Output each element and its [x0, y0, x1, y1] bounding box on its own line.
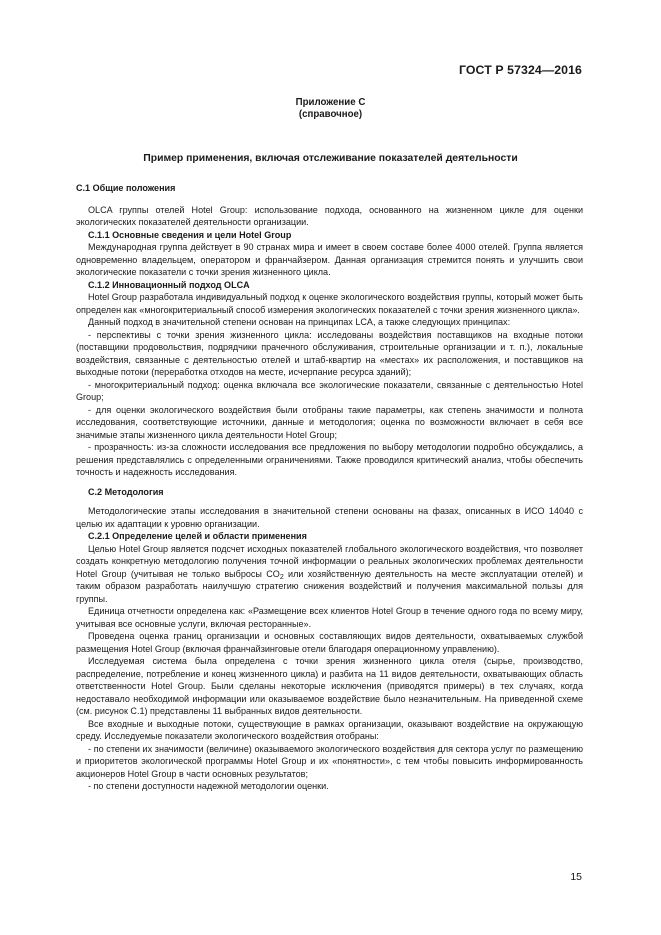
- list-item: - многокритериальный подход: оценка включала все экологические показатели, связанные с деятельностью Hotel Group;: [76, 379, 583, 402]
- text-run: или хозяйственную деятельность на месте эксплуатации отелей) и таким образом разработать наилучшую стратегию снижения воздействий и получения максимальной пользы для группы.: [76, 568, 583, 604]
- paragraph: Международная группа действует в 90 странах мира и имеет в своем составе более 4000 отелей. Группа является одновременно владельцем, оператором и франчайзером. Данная организация стремится понять и улучшить свои экологические показатели с точки зрения жизненного цикла.: [76, 242, 583, 277]
- document-body: [76, 182, 583, 793]
- paragraph: Данный подход в значительной степени основан на принципах LCA, а также следующих принципах:: [88, 317, 511, 327]
- annex-subtitle: (справочное): [298, 109, 363, 120]
- list-item: - прозрачность: из-за сложности исследования все предложения по выбору методологии подробно обсуждались, а решения представлялись с определенными ограничениями. Также проводился критический анализ, чтобы обеспечить точность и надежность исследования.: [76, 442, 583, 477]
- subsection-heading-c1-2: С.1.2 Инновационный подход OLCA: [88, 279, 250, 290]
- list-item: - для оценки экологического воздействия были отобраны такие параметры, как степень значимости и полнота исследования, соответствующие источники, данные и методология; оценка по возможности включает в себя все значимые этапы жизненного цикла деятельности Hotel Group;: [76, 404, 583, 440]
- paragraph: Проведена оценка границ организации и основных составляющих видов деятельности, охватываемых службой размещения Hotel Group (включая франчайзинговые отели благодаря операционному управлению).: [76, 631, 583, 654]
- subscript: 2: [279, 573, 284, 581]
- paragraph: Hotel Group разработала индивидуальный подход к оценке экологического воздействия группы, который может быть определен как «многокритериальный способ измерения экологических показателей с точки зрения жизненного цикла».: [76, 292, 583, 315]
- document-title: Пример применения, включая отслеживание показателей деятельности: [143, 153, 518, 164]
- paragraph: Методологические этапы исследования в значительной степени основаны на фазах, описанных в ИСО 14040 с целью их адаптации к уровню организации.: [76, 506, 583, 529]
- subsection-heading-c2-1: С.2.1 Определение целей и области применения: [88, 531, 307, 541]
- text-run: Целью Hotel Group является подсчет исходных показателей глобального экологического воздействия, что позволяет создать конкретную методологию получения точной информации о реальных экологических проблемах деятельности Hotel Group (учитывая не только выбросы CO: [76, 543, 583, 579]
- paragraph: Единица отчетности определена как: «Размещение всех клиентов Hotel Group в течение одного года по всему миру, учитывая все основные услуги, включая ресторанные».: [76, 606, 583, 629]
- paragraph: Исследуемая система была определена с точки зрения жизненного цикла отеля (сырье, производство, распределение, потребление и конец жизненного цикла) и разбита на 11 видов деятельности, охватывающих область ответственности Hotel Group. Были сделаны некоторые исключения (приводятся примеры) в тех случаях, когда недоставало необходимой информации или оказываемое воздействие было незначительным. На приведенной схеме (см. рисунок С.1) представлены 11 выбранных видов деятельности.: [76, 656, 583, 716]
- annex-title: Приложение С: [295, 97, 366, 108]
- paragraph: [76, 543, 583, 606]
- section-heading-c2: С.2 Методология: [88, 486, 164, 497]
- paragraph: OLCA группы отелей Hotel Group: использование подхода, основанного на жизненном цикле для оценки экологических показателей деятельности организации.: [76, 204, 583, 227]
- subsection-heading-c1-1: С.1.1 Основные сведения и цели Hotel Group: [88, 229, 292, 240]
- list-item: - перспективы с точки зрения жизненного цикла: исследованы воздействия поставщиков на входные потоки (поставщики продовольствия, подрядчики прачечного обслуживания, строительные организации и т. п.), локальные воздействия, связанные с деятельностью отелей и штаб-квартир на «местах» их расположения, и поставщиков на выходные потоки (переработка отходов на месте, исчерпание ресурса зданий);: [76, 329, 583, 377]
- list-item: - по степени доступности надежной методологии оценки.: [88, 781, 329, 791]
- standard-number: ГОСТ Р 57324—2016: [458, 63, 582, 77]
- list-item: - по степени их значимости (величине) оказываемого экологического воздействия для сектора услуг по размещению и приоритетов экологической программы Hotel Group и их «понятности», с тем чтобы повысить информированность акционеров Hotel Group в части основных результатов;: [76, 743, 583, 779]
- page-number: 15: [570, 871, 582, 883]
- section-heading-c1: С.1 Общие положения: [76, 183, 176, 193]
- paragraph: Все входные и выходные потоки, существующие в рамках организации, оказывают воздействие на окружающую среду. Исследуемые показатели экологического воздействия отобраны:: [76, 718, 583, 741]
